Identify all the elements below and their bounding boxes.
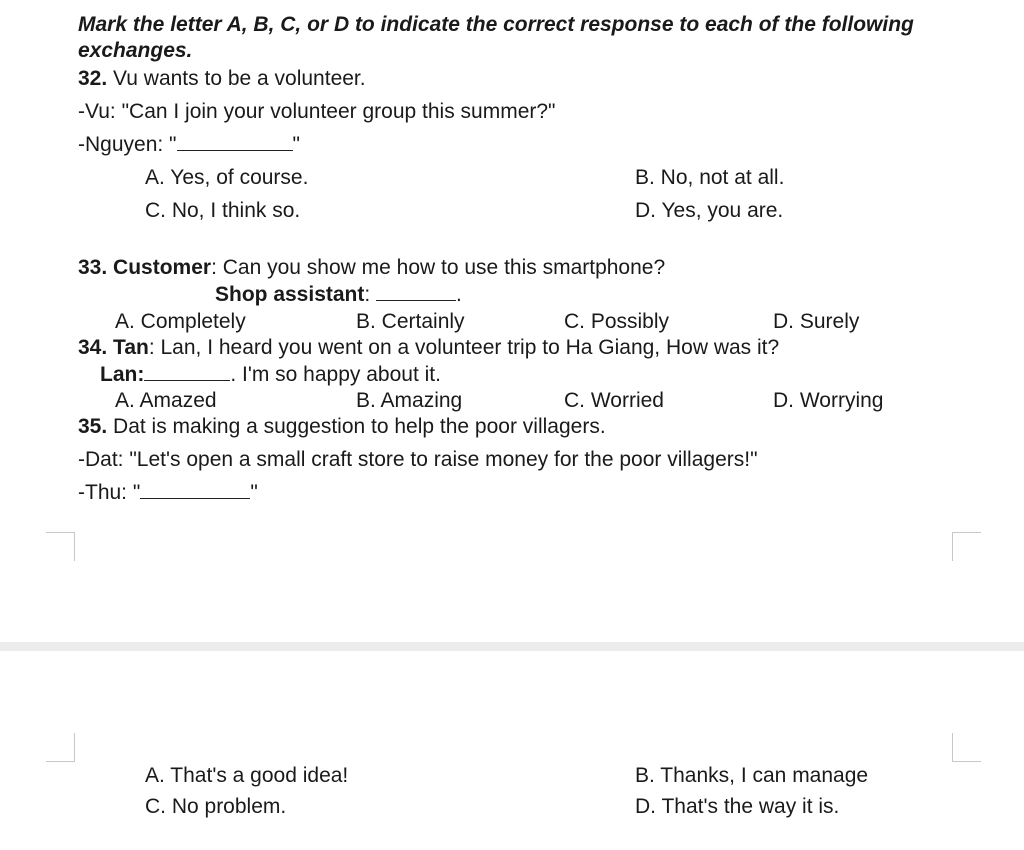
- question-35-thu-suffix: ": [250, 481, 258, 504]
- question-35-option-c: C. No problem.: [145, 795, 287, 818]
- question-32-nguyen-prefix: -Nguyen: ": [78, 133, 177, 156]
- question-33-line-2: [215, 282, 462, 307]
- page-corner-mark: [952, 733, 981, 762]
- answer-blank: [376, 283, 456, 301]
- page-corner-mark: [46, 733, 75, 762]
- question-33-line-1: [78, 255, 665, 280]
- page-corner-mark: [46, 532, 75, 561]
- question-34-line-2: [100, 362, 441, 387]
- question-33-option-a: A. Completely: [115, 310, 246, 333]
- question-35-option-a: A. That's a good idea!: [145, 764, 349, 787]
- question-32-option-c: C. No, I think so.: [145, 199, 301, 222]
- question-32-nguyen-suffix: ": [292, 133, 300, 156]
- question-32-vu-line: -Vu: "Can I join your volunteer group this summer?": [78, 100, 556, 123]
- question-32-nguyen-line: [78, 132, 300, 157]
- question-34-line-2-text: . I'm so happy about it.: [230, 363, 441, 386]
- question-35-thu-line: [78, 480, 258, 505]
- question-35-dat-line: -Dat: "Let's open a small craft store to raise money for the poor villagers!": [78, 448, 758, 471]
- question-34-speaker-tan: Tan: [113, 336, 149, 359]
- answer-blank: [177, 133, 293, 151]
- question-34-number: 34.: [78, 336, 108, 359]
- instruction-line-2: exchanges.: [78, 39, 193, 62]
- question-34-option-a: A. Amazed: [115, 389, 217, 412]
- question-32-option-a: A. Yes, of course.: [145, 166, 309, 189]
- question-35-thu-prefix: -Thu: ": [78, 481, 141, 504]
- question-34-option-d: D. Worrying: [773, 389, 884, 412]
- question-34-option-c: C. Worried: [564, 389, 664, 412]
- question-35-stem: [78, 414, 606, 439]
- document-page-bottom: [0, 651, 1024, 850]
- question-35-text: Dat is making a suggestion to help the poor villagers.: [113, 415, 606, 438]
- question-34-option-b: B. Amazing: [356, 389, 463, 412]
- instruction-line-1: Mark the letter A, B, C, or D to indicate the correct response to each of the following: [78, 13, 914, 36]
- question-34-line-1: [78, 335, 779, 360]
- question-33-speaker-shop-assistant: Shop assistant: [215, 283, 365, 306]
- page-corner-mark: [952, 532, 981, 561]
- question-33-option-c: C. Possibly: [564, 310, 670, 333]
- question-33-line-2-prefix: :: [364, 283, 377, 306]
- question-34-speaker-lan: Lan:: [100, 363, 145, 386]
- question-33-line-1-text: : Can you show me how to use this smartphone?: [211, 256, 666, 279]
- question-33-line-2-suffix: .: [456, 283, 462, 306]
- question-33-speaker-customer: Customer: [113, 256, 212, 279]
- question-33-option-b: B. Certainly: [356, 310, 465, 333]
- question-33-number: 33.: [78, 256, 108, 279]
- question-32-option-b: B. No, not at all.: [635, 166, 785, 189]
- question-33-option-d: D. Surely: [773, 310, 860, 333]
- answer-blank: [140, 481, 250, 499]
- question-32-number: 32.: [78, 67, 108, 90]
- question-32-option-d: D. Yes, you are.: [635, 199, 784, 222]
- page-break: [0, 642, 1024, 651]
- question-34-line-1-text: : Lan, I heard you went on a volunteer trip to Ha Giang, How was it?: [148, 336, 780, 359]
- answer-blank: [144, 363, 230, 381]
- question-35-number: 35.: [78, 415, 108, 438]
- question-32-text: Vu wants to be a volunteer.: [113, 67, 366, 90]
- question-35-option-b: B. Thanks, I can manage: [635, 764, 869, 787]
- question-32-stem: [78, 66, 366, 91]
- question-35-option-d: D. That's the way it is.: [635, 795, 840, 818]
